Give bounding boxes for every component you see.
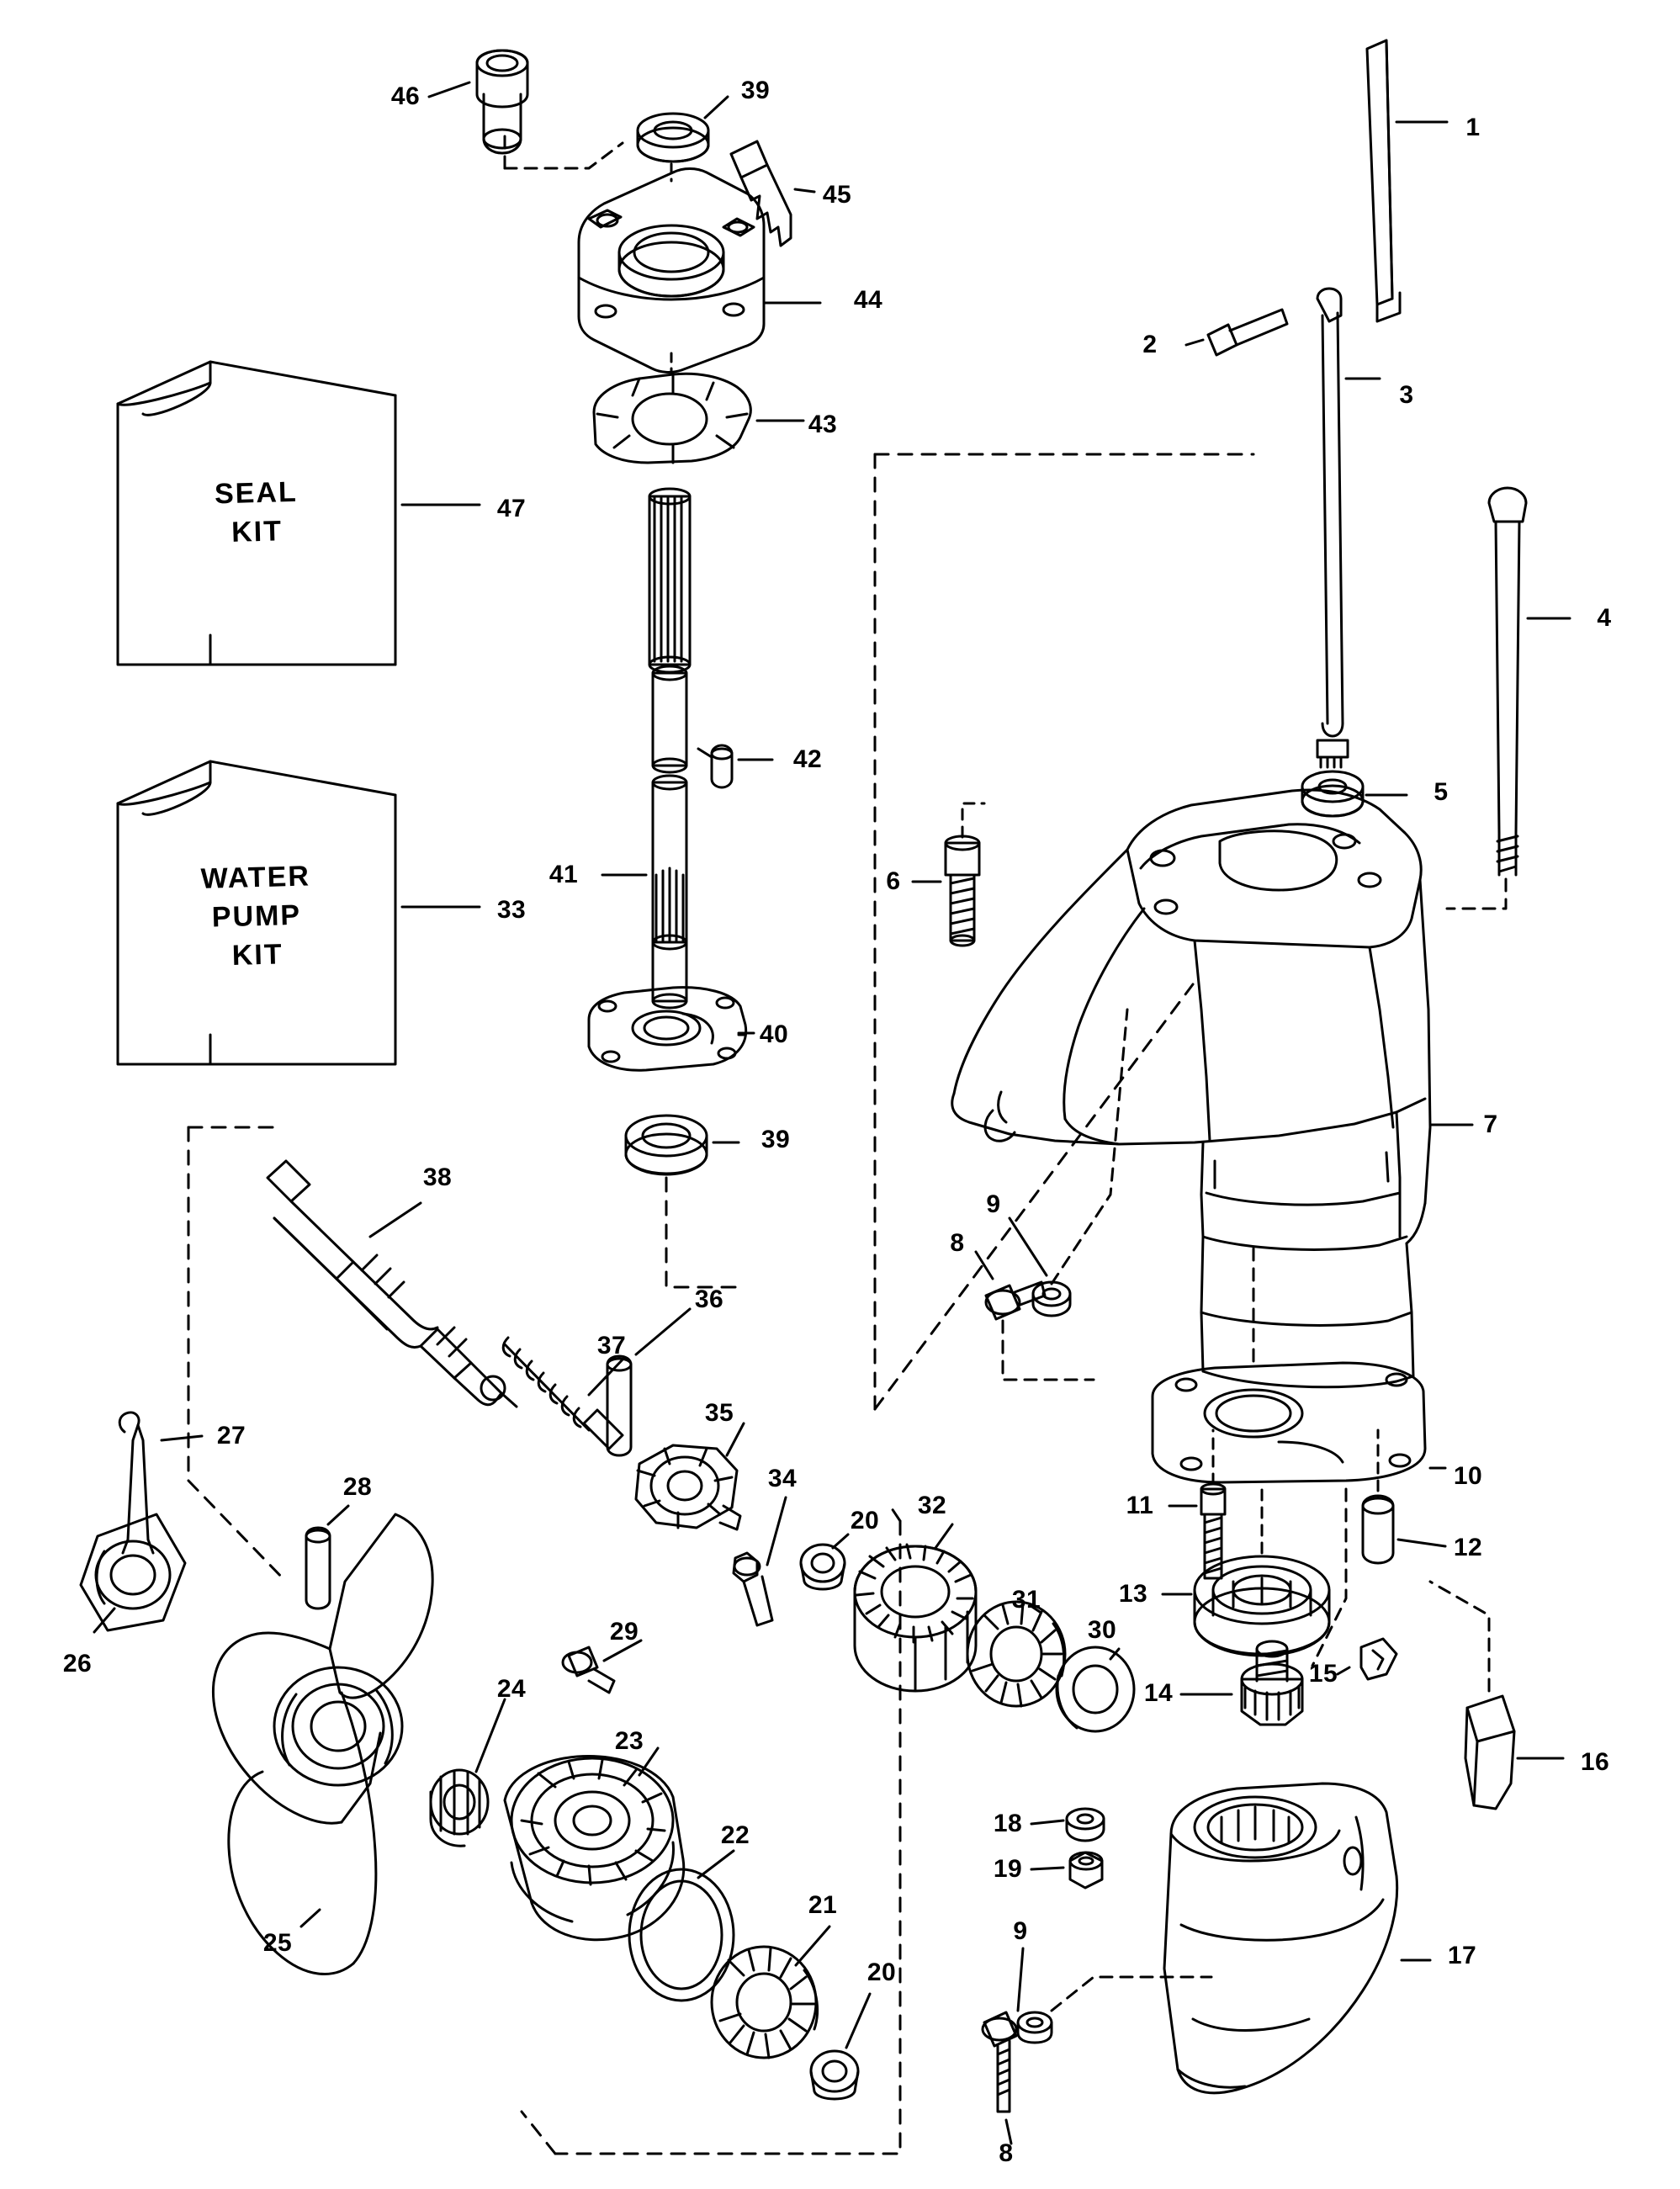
part-43-impeller [594,374,750,463]
callout-44: 44 [853,286,883,314]
part-21-bearing-21 [712,1947,818,2058]
part-42-pin [712,745,732,787]
callout-20-lower: 20 [866,1958,897,1986]
part-9-washer-lower [1018,2012,1052,2043]
callout-11: 11 [1126,1492,1154,1519]
callout-8-lower: 8 [999,2139,1014,2167]
callout-23: 23 [614,1727,644,1755]
callout-37: 37 [596,1332,627,1360]
part-12-dowel-pin [1363,1496,1393,1563]
callout-6: 6 [886,867,901,895]
callout-24: 24 [496,1675,527,1703]
part-46-bushing [477,50,527,153]
callout-18: 18 [993,1810,1023,1837]
part-17-lower-housing [1164,1784,1397,2093]
part-5-washer [1302,771,1363,816]
callout-28: 28 [342,1473,373,1501]
part-39-seal-top [638,114,708,162]
part-18-washer [1067,1809,1104,1841]
water-pump-kit-label: WATER PUMP KIT [200,860,311,972]
callout-17: 17 [1447,1942,1477,1969]
part-27-cotter-pin [119,1413,153,1553]
callout-21: 21 [808,1891,838,1919]
callout-38: 38 [422,1163,453,1191]
callout-1: 1 [1465,114,1481,141]
part-6-bolt [946,836,979,946]
callout-27: 27 [216,1422,246,1450]
part-7-gearcase-housing [952,790,1430,1387]
part-26-prop-nut [81,1514,185,1630]
part-23-bearing-carrier [505,1756,684,1939]
part-22-o-ring [629,1869,734,2001]
callout-30: 30 [1087,1616,1117,1644]
part-20-washer-upper [801,1545,845,1589]
part-10-gasket-plate [1153,1363,1425,1482]
callout-19: 19 [993,1855,1023,1883]
part-8-screw-lower [983,2012,1016,2112]
callout-12: 12 [1453,1534,1483,1561]
callout-25: 25 [262,1929,293,1957]
callout-36: 36 [694,1285,724,1313]
part-16-anode [1465,1696,1514,1809]
callout-35: 35 [704,1399,734,1427]
callout-14: 14 [1143,1679,1174,1707]
part-41-42-driveshaft [649,489,690,1008]
callout-45: 45 [822,181,852,209]
seal-kit-label: SEAL KIT [214,475,299,549]
callout-39-lower: 39 [761,1126,791,1153]
part-44-pump-housing [579,169,764,373]
callout-34: 34 [767,1465,798,1492]
part-40-faceplate [589,988,746,1071]
callout-4: 4 [1597,604,1612,632]
part-1-shift-rod [1367,40,1400,321]
callout-15: 15 [1308,1660,1338,1688]
callout-3: 3 [1399,381,1414,409]
part-19-nut [1070,1852,1102,1888]
part-39-seal-bottom [626,1116,707,1174]
part-4-long-bolt [1489,488,1526,875]
callout-26: 26 [62,1650,93,1678]
callout-9-lower: 9 [1013,1917,1028,1945]
callout-7: 7 [1483,1110,1498,1138]
callout-16: 16 [1580,1748,1610,1776]
callout-32: 32 [917,1492,947,1519]
callout-43: 43 [808,411,838,438]
callout-31: 31 [1011,1586,1041,1614]
callout-13: 13 [1118,1580,1148,1608]
part-20-washer-lower [811,2051,858,2099]
callout-20: 20 [850,1507,880,1534]
part-3-long-rod [1317,289,1348,767]
callout-39: 39 [740,77,771,104]
callout-42: 42 [792,745,823,773]
callout-47: 47 [496,495,527,522]
part-29-screw [563,1647,614,1693]
callout-46: 46 [390,82,421,110]
part-31-bearing [967,1602,1065,1706]
part-45-bolt [731,141,791,246]
callout-40: 40 [759,1020,789,1048]
callout-33: 33 [496,896,527,924]
part-28-spacer-pin [306,1528,330,1609]
callout-9: 9 [986,1190,1001,1218]
callout-2: 2 [1142,331,1158,358]
callout-10: 10 [1453,1462,1483,1490]
callout-5: 5 [1434,778,1449,806]
callout-22: 22 [720,1821,750,1849]
part-2-screw [1208,310,1287,355]
part-15-retainer-clip [1361,1639,1396,1679]
callout-8: 8 [950,1229,965,1257]
part-32-forward-gear [855,1545,976,1691]
callout-29: 29 [609,1618,639,1646]
callout-41: 41 [549,861,579,888]
part-25-propeller [213,1514,432,1974]
part-30-thrust-washer [1057,1647,1134,1731]
part-24-thrust-hub [431,1770,488,1846]
part-35-clutch [636,1445,740,1529]
part-38-prop-shaft [268,1161,517,1407]
